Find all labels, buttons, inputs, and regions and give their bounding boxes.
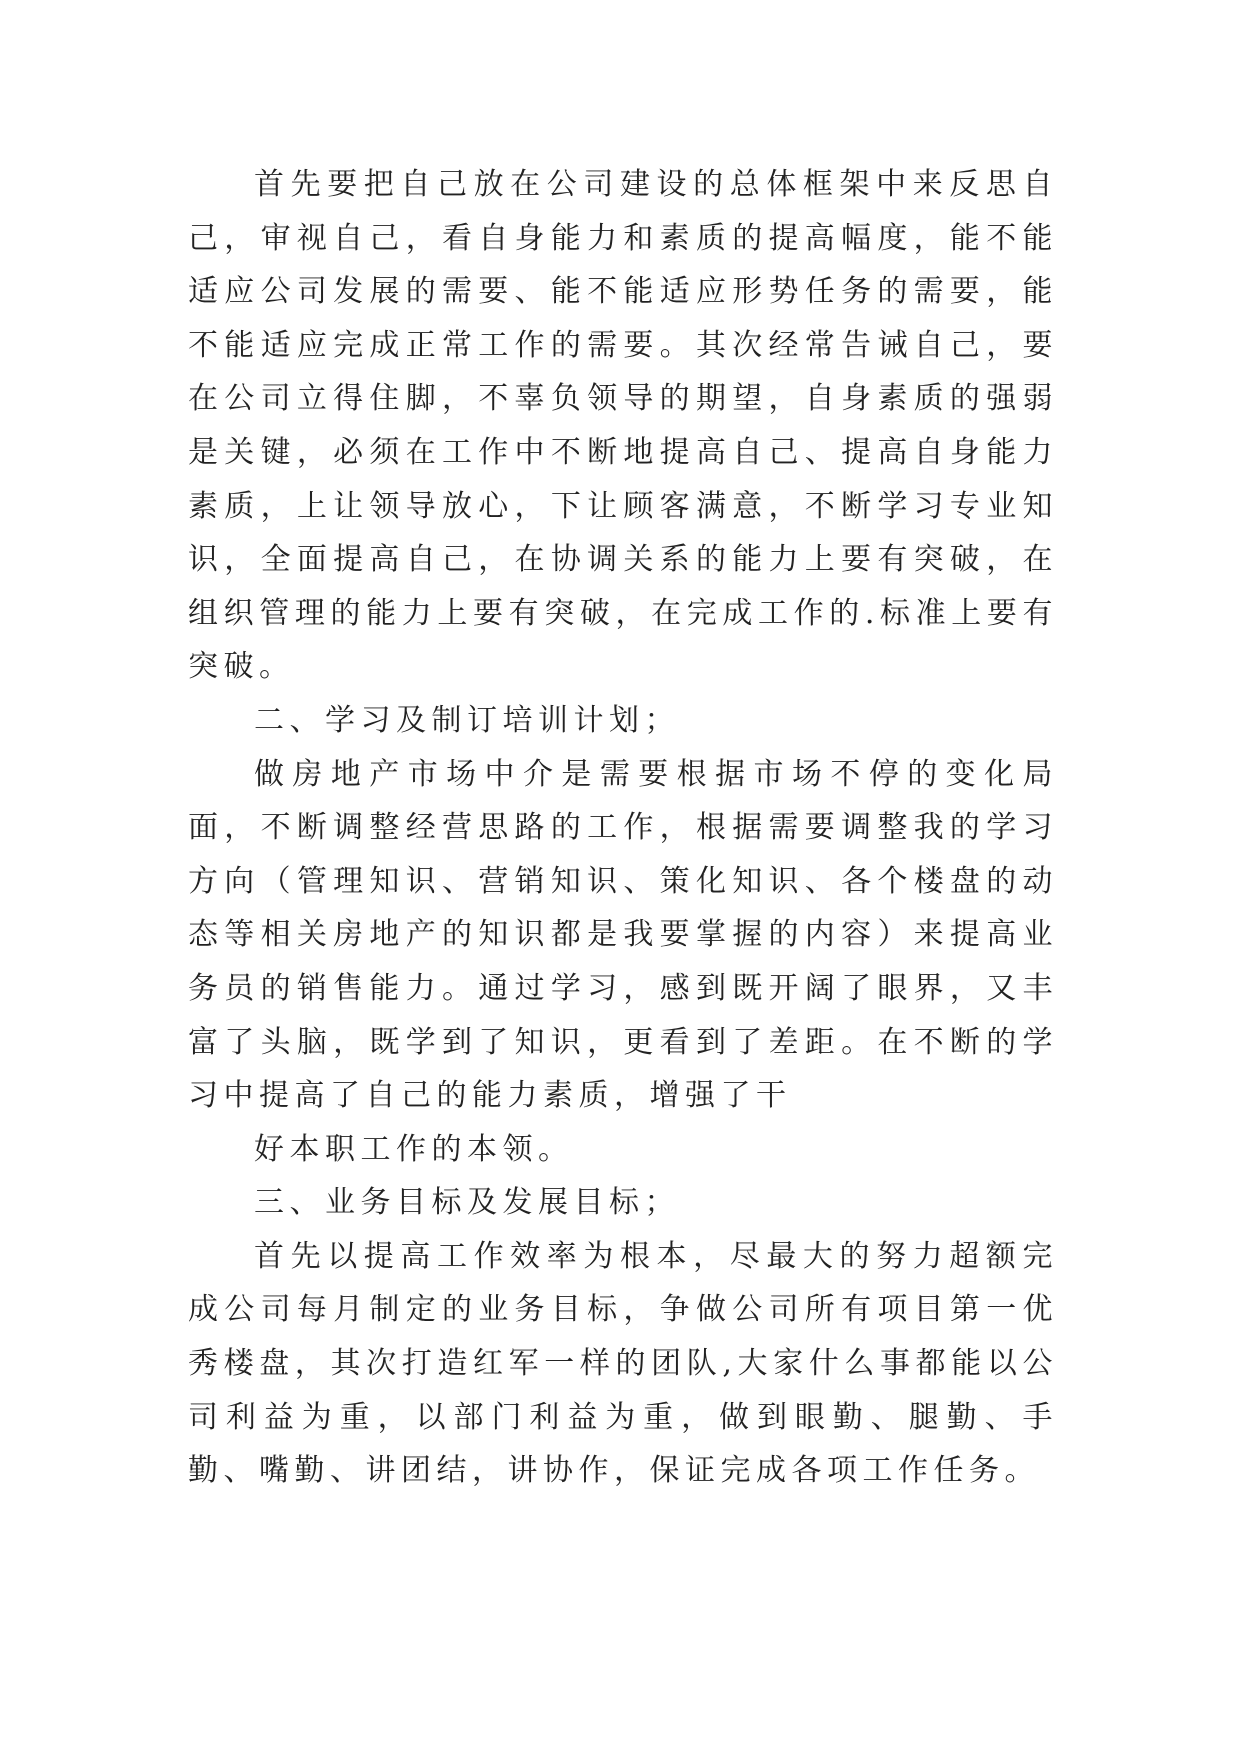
paragraph-learning: 做房地产市场中介是需要根据市场不停的变化局面，不断调整经营思路的工作，根据需要调整我的学习方向（管理知识、营销知识、策化知识、各个楼盘的动态等相关房地产的知识都是我要掌握的内容）来提高业务员的销售能力。通过学习，感到既开阔了眼界，又丰富了头脑，既学到了知识，更看到了差距。在不断的学习中提高了自己的能力素质，增强了干 [188,756,1058,1114]
heading-training-plan: 二、学习及制订培训计划； [254,702,680,738]
paragraph-business-goals: 首先以提高工作效率为根本，尽最大的努力超额完成公司每月制定的业务目标，争做公司所有项目第一优秀楼盘，其次打造红军一样的团队,大家什么事都能以公司利益为重，以部门利益为重，做到眼勤、腿勤、手勤、嘴勤、讲团结，讲协作，保证完成各项工作任务。 [188,1238,1058,1489]
paragraph-learning-continued: 好本职工作的本领。 [254,1131,574,1167]
heading-business-goals: 三、业务目标及发展目标； [254,1185,680,1221]
paragraph-self-reflection: 首先要把自己放在公司建设的总体框架中来反思自己，审视自己，看自身能力和素质的提高幅度，能不能适应公司发展的需要、能不能适应形势任务的需要，能不能适应完成正常工作的需要。其次经常告诫自己，要在公司立得住脚，不辜负领导的期望，自身素质的强弱是关键，必须在工作中不断地提高自己、提高自身能力素质，上让领导放心，下让顾客满意，不断学习专业知识，全面提高自己，在协调关系的能力上要有突破，在组织管理的能力上要有突破，在完成工作的.标准上要有突破。 [188,167,1058,685]
document-body [188,158,1058,1498]
